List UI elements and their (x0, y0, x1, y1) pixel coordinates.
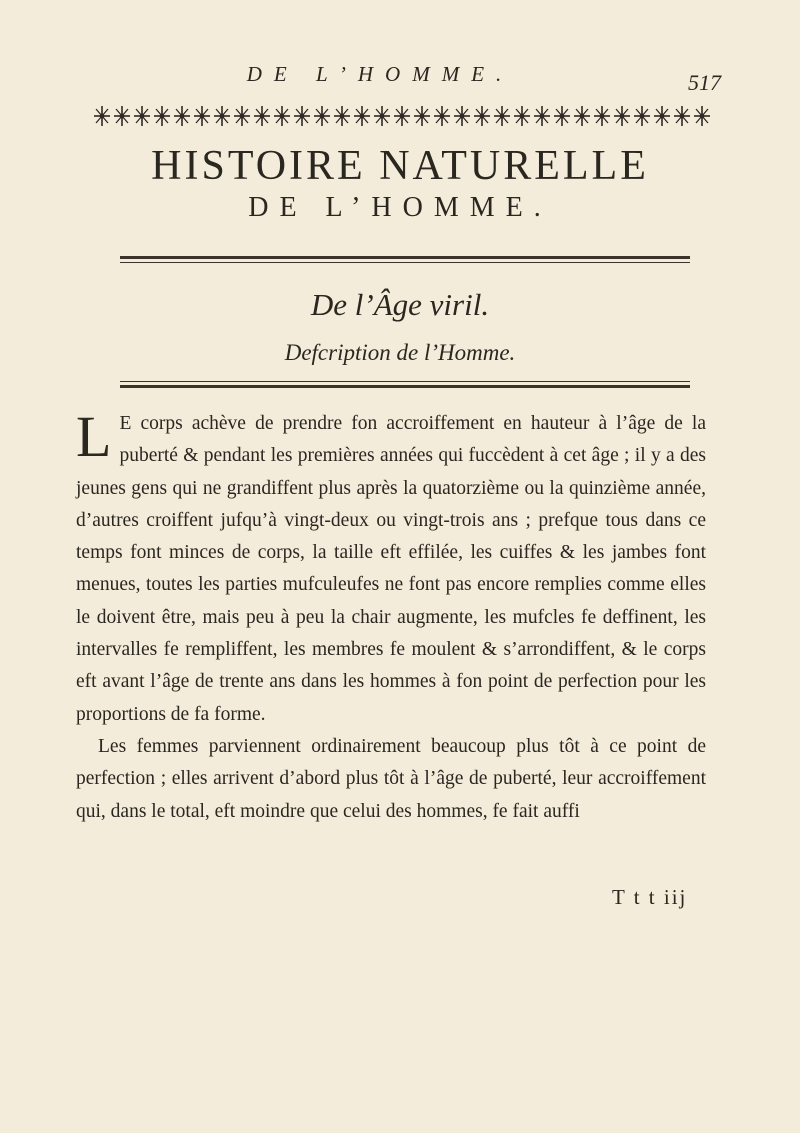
signature-mark: T t t iij (612, 885, 688, 909)
section-heading: De l’Âge viril. (310, 287, 490, 322)
paragraph-1-text: E corps achève de prendre fon accroiffement en hauteur à l’âge de la puberté & pendant les premières années qui fuccèdent à cet âge ; il y a des jeunes gens qui ne grandiffent plus après la quatorzième ou la quinzième année, d’autres croiffent jufqu’à vingt-deux ou vingt-trois ans ; prefque tous dans ce temps font minces de corps, la taille eft effilée, les cuiffes & les jambes font menues, toutes les parties mufculeufes ne font pas encore remplies comme elles le doivent être, mais peu à peu la chair augmente, les mufcles fe deffinent, les intervalles fe rempliffent, les membres fe moulent & s’arrondiffent, & le corps eft avant l’âge de trente ans dans les hommes à fon point de perfection pour les proportions de fa forme. (76, 413, 706, 725)
decorative-band (92, 103, 712, 129)
rule-lower-thin (120, 381, 690, 382)
rule-lower-thick (120, 385, 690, 388)
main-subtitle: DE L’HOMME. (248, 192, 552, 223)
section-subheading: Defcription de l’Homme. (284, 340, 516, 365)
paragraph-2: Les femmes parviennent ordinairement beaucoup plus tôt à ce point de perfection ; elles arrivent d’abord plus tôt à l’âge de puberté, leur accroiffement qui, dans le total, eft moindre que celui des hommes, fe fait auffi (76, 735, 706, 822)
rule-upper-thick (120, 256, 690, 259)
page-number: 517 (688, 70, 721, 95)
paragraph-1 (76, 404, 706, 731)
rule-upper-thin (120, 262, 690, 263)
running-head: DE L’HOMME. (246, 62, 514, 86)
main-title: HISTOIRE NATURELLE (151, 143, 649, 189)
drop-cap: L (76, 404, 112, 469)
body-text (76, 404, 706, 828)
